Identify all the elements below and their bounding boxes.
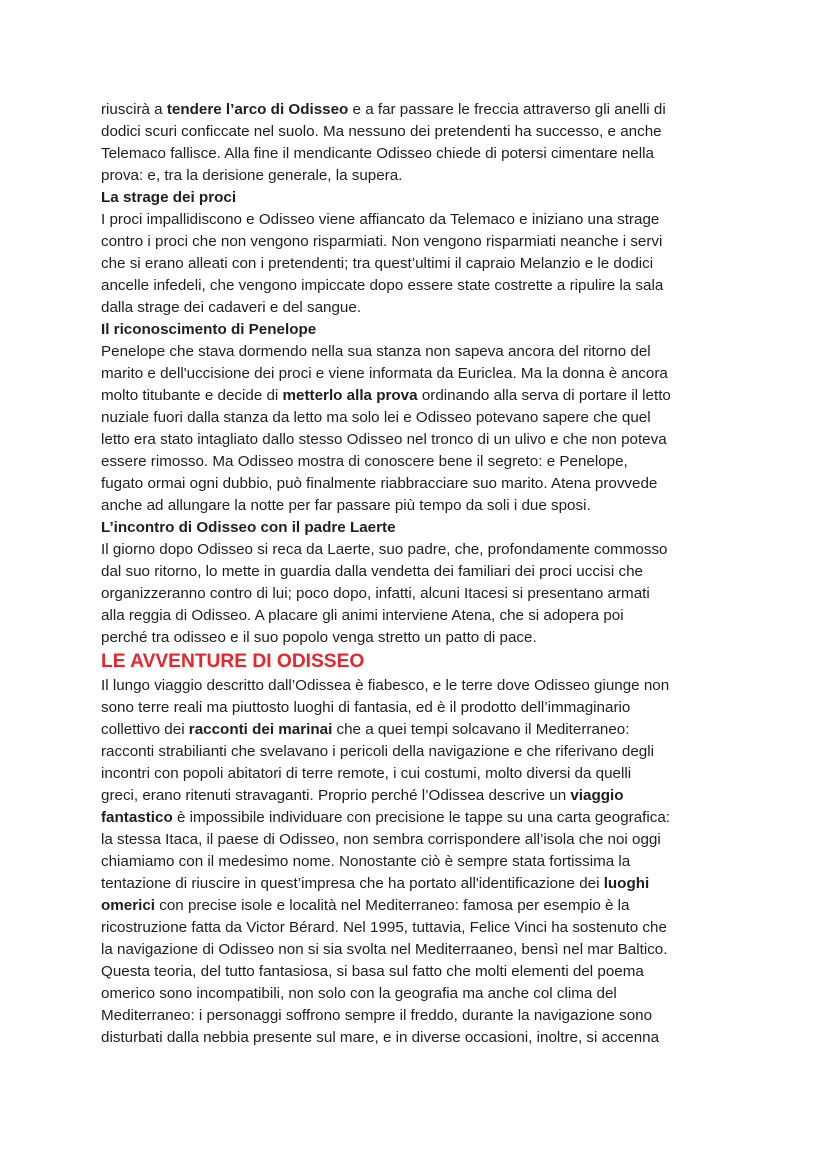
- text-run: collettivo dei: [101, 721, 189, 738]
- text-line: [101, 807, 741, 829]
- text-line: [101, 341, 741, 363]
- text-run: disturbati dalla nebbia presente sul mare, e in diverse occasioni, inoltre, si accenna: [101, 1029, 660, 1046]
- text-line: [101, 697, 741, 719]
- text-run: ancelle infedeli, che vengono impiccate dopo essere state costrette a ripulire la sala: [101, 277, 664, 294]
- text-line: [101, 983, 741, 1005]
- text-line: [101, 99, 741, 121]
- paragraph-strage: [101, 209, 741, 319]
- text-run: ricostruzione fatta da Victor Bérard. Nel 1995, tuttavia, Felice Vinci ha sostenuto che: [101, 919, 667, 936]
- text-line: [101, 719, 741, 741]
- document-page: [101, 99, 741, 1049]
- text-line: [101, 143, 741, 165]
- text-line: [101, 627, 741, 649]
- text-run: racconti strabilianti che svelavano i pericoli della navigazione e che riferivano degli: [101, 743, 654, 760]
- text-run: riuscirà a: [101, 101, 167, 118]
- text-line: [101, 407, 741, 429]
- text-line: [101, 297, 741, 319]
- text-line: [101, 209, 741, 231]
- text-line: [101, 121, 741, 143]
- text-line: [101, 829, 741, 851]
- bold-phrase: fantastico: [101, 809, 173, 826]
- text-line: [101, 231, 741, 253]
- text-run: molto titubante e decide di: [101, 387, 283, 404]
- text-run: sono terre reali ma piuttosto luoghi di fantasia, ed è il prodotto dell’immaginario: [101, 699, 631, 716]
- text-run: fugato ormai ogni dubbio, può finalmente riabbracciare suo marito. Atena provvede: [101, 475, 658, 492]
- text-line: [101, 561, 741, 583]
- text-line: [101, 873, 741, 895]
- text-run: omerico sono incompatibili, non solo con la geografia ma anche col clima del: [101, 985, 617, 1002]
- text-run: è impossibile individuare con precisione le tappe su una carta geografica:: [172, 809, 670, 826]
- bold-phrase: racconti dei marinai: [188, 721, 333, 738]
- text-run: chiamiamo con il medesimo nome. Nonostante ciò è sempre stata fortissima la: [101, 853, 631, 870]
- text-line: [101, 1005, 741, 1027]
- text-run: con precise isole e località nel Mediterraneo: famosa per esempio è la: [155, 897, 630, 914]
- text-run: Telemaco fallisce. Alla fine il mendicante Odisseo chiede di potersi cimentare nella: [101, 145, 654, 162]
- text-line: [101, 895, 741, 917]
- heading-riconoscimento-penelope: Il riconoscimento di Penelope: [101, 321, 317, 338]
- text-run: Questa teoria, del tutto fantasiosa, si basa sul fatto che molti elementi del poema: [101, 963, 644, 980]
- text-line: [101, 939, 741, 961]
- text-line: [101, 363, 741, 385]
- text-line: [101, 385, 741, 407]
- text-run: letto era stato intagliato dallo stesso Odisseo nel tronco di un ulivo e che non poteva: [101, 431, 667, 448]
- text-line: [101, 741, 741, 763]
- text-run: tentazione di riuscire in quest’impresa che ha portato all'identificazione dei: [101, 875, 604, 892]
- text-run: nuziale fuori dalla stanza da letto ma solo lei e Odisseo potevano sapere che quel: [101, 409, 651, 426]
- text-line: [101, 851, 741, 873]
- bold-phrase: metterlo alla prova: [282, 387, 418, 404]
- text-line: [101, 1027, 741, 1049]
- text-line: [101, 495, 741, 517]
- text-run: perché tra odisseo e il suo popolo venga stretto un patto di pace.: [101, 629, 537, 646]
- text-line: [101, 165, 741, 187]
- text-run: che si erano alleati con i pretendenti; tra quest’ultimi il capraio Melanzio e le dodici: [101, 255, 654, 272]
- text-run: greci, erano ritenuti stravaganti. Proprio perché l’Odissea descrive un: [101, 787, 571, 804]
- heading-strage-dei-proci: La strage dei proci: [101, 189, 237, 206]
- text-line: [101, 675, 741, 697]
- text-line: [101, 429, 741, 451]
- paragraph-arco: [101, 99, 741, 187]
- text-run: Il lungo viaggio descritto dall’Odissea è fiabesco, e le terre dove Odisseo giunge non: [101, 677, 670, 694]
- text-line: [101, 583, 741, 605]
- text-run: I proci impallidiscono e Odisseo viene affiancato da Telemaco e iniziano una strage: [101, 211, 660, 228]
- text-run: prova: e, tra la derisione generale, la supera.: [101, 167, 403, 184]
- paragraph-penelope: [101, 341, 741, 517]
- text-run: Il giorno dopo Odisseo si reca da Laerte, suo padre, che, profondamente commosso: [101, 541, 668, 558]
- bold-phrase: viaggio: [570, 787, 624, 804]
- text-line: [101, 917, 741, 939]
- text-line: [101, 785, 741, 807]
- text-run: marito e dell'uccisione dei proci e viene informata da Euriclea. Ma la donna è ancora: [101, 365, 668, 382]
- text-line: [101, 763, 741, 785]
- text-line: [101, 605, 741, 627]
- text-line: [101, 473, 741, 495]
- bold-phrase: tendere l’arco di Odisseo: [166, 101, 349, 118]
- text-run: alla reggia di Odisseo. A placare gli animi interviene Atena, che si adopera poi: [101, 607, 624, 624]
- text-run: dal suo ritorno, lo mette in guardia dalla vendetta dei familiari dei proci uccisi che: [101, 563, 643, 580]
- text-line: [101, 961, 741, 983]
- paragraph-avventure: [101, 675, 741, 1049]
- text-run: dalla strage dei cadaveri e del sangue.: [101, 299, 362, 316]
- text-run: contro i proci che non vengono risparmiati. Non vengono risparmiati neanche i servi: [101, 233, 663, 250]
- text-run: ordinando alla serva di portare il letto: [417, 387, 671, 404]
- paragraph-laerte: [101, 539, 741, 649]
- text-run: la navigazione di Odisseo non si sia svolta nel Mediterraaneo, bensì nel mar Baltico.: [101, 941, 668, 958]
- bold-phrase: luoghi: [603, 875, 650, 892]
- text-run: la stessa Itaca, il paese di Odisseo, non sembra corrispondere all’isola che noi oggi: [101, 831, 661, 848]
- text-run: anche ad allungare la notte per far passare più tempo da soli i due sposi.: [101, 497, 591, 514]
- text-run: incontri con popoli abitatori di terre remote, i cui costumi, molto diversi da quelli: [101, 765, 632, 782]
- section-title-avventure: LE AVVENTURE DI ODISSEO: [101, 651, 365, 672]
- text-line: [101, 539, 741, 561]
- text-run: dodici scuri conficcate nel suolo. Ma nessuno dei pretendenti ha successo, e anche: [101, 123, 662, 140]
- heading-incontro-laerte: L’incontro di Odisseo con il padre Laerte: [101, 519, 396, 536]
- text-run: essere rimosso. Ma Odisseo mostra di conoscere bene il segreto: e Penelope,: [101, 453, 628, 470]
- text-line: [101, 275, 741, 297]
- text-line: [101, 253, 741, 275]
- text-run: Mediterraneo: i personaggi soffrono sempre il freddo, durante la navigazione sono: [101, 1007, 653, 1024]
- text-run: organizzeranno contro di lui; poco dopo, infatti, alcuni Itacesi si presentano armati: [101, 585, 650, 602]
- text-line: [101, 451, 741, 473]
- text-run: e a far passare le freccia attraverso gli anelli di: [348, 101, 666, 118]
- bold-phrase: omerici: [101, 897, 156, 914]
- text-run: che a quei tempi solcavano il Mediterraneo:: [332, 721, 630, 738]
- text-run: Penelope che stava dormendo nella sua stanza non sapeva ancora del ritorno del: [101, 343, 651, 360]
